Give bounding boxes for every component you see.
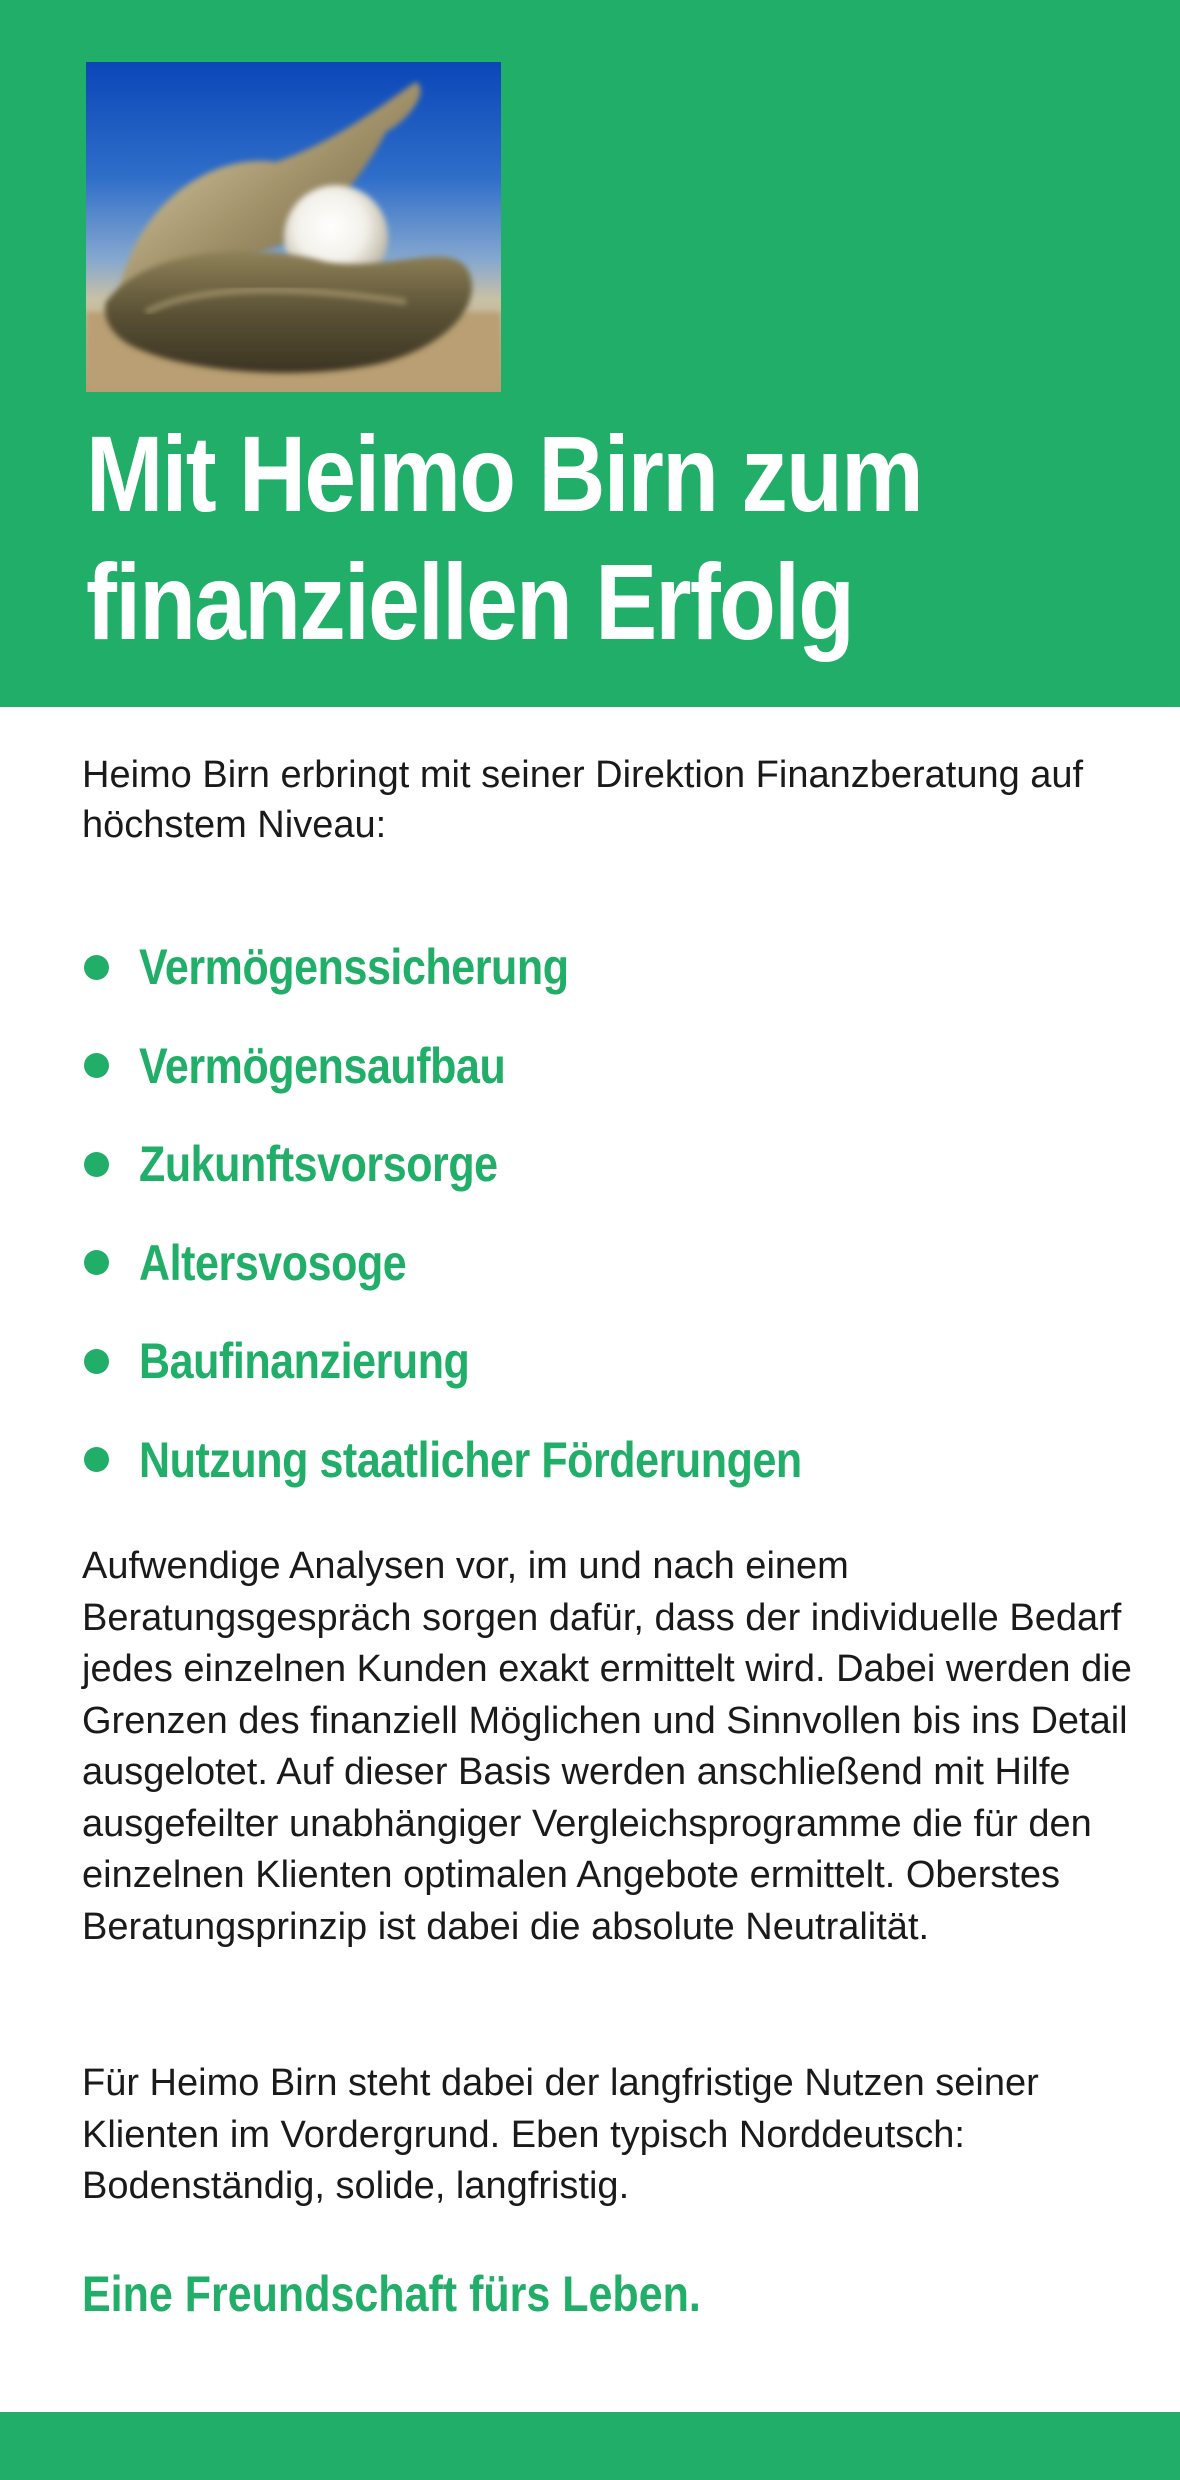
service-label: Nutzung staatlicher Förderungen: [139, 1431, 802, 1488]
service-item: [82, 1411, 1142, 1510]
description-paragraph: Aufwendige Analysen vor, im und nach einem Beratungsgespräch sorgen dafür, dass der individuelle Bedarf jedes einzelnen Kunden exakt ermittelt wird. Dabei werden die Grenzen des finanziell Möglichen und Sinnvollen bis ins Detail ausgelotet. Auf dieser Basis werden anschließend mit Hilfe ausgefeilter unabhängiger Vergleichsprogramme die für den einzelnen Klienten optimalen Angebote ermittelt. Oberstes Beratungsprinzip ist dabei die absolute Neutralität.: [82, 1545, 1132, 1948]
intro-text: Heimo Birn erbringt mit seiner Direktion Finanzberatung auf höchstem Niveau:: [82, 754, 1084, 846]
service-item: [82, 1214, 1142, 1313]
oyster-pearl-image: [86, 62, 501, 392]
service-item: [82, 1115, 1142, 1214]
service-label: Zukunftsvorsorge: [139, 1136, 498, 1193]
bullet-icon: [84, 1152, 109, 1177]
service-label: Altersvosoge: [139, 1234, 407, 1291]
bullet-icon: [84, 1349, 109, 1374]
bullet-icon: [84, 1250, 109, 1275]
service-label: Vermögensaufbau: [139, 1037, 506, 1094]
bullet-icon: [84, 1447, 109, 1472]
bullet-icon: [84, 955, 109, 980]
service-item: [82, 918, 1142, 1017]
headline: Mit Heimo Birn zum finanziellen Erfolg: [86, 413, 922, 662]
benefit-paragraph: Für Heimo Birn steht dabei der langfristige Nutzen seiner Klienten im Vordergrund. Eben typisch Norddeutsch: Bodenständig, solide, langfristig.: [82, 2062, 1039, 2207]
footer-bar: [0, 2412, 1180, 2480]
service-label: Baufinanzierung: [139, 1333, 470, 1390]
header-banner: [0, 0, 1180, 707]
service-item: [82, 1017, 1142, 1116]
services-list: [82, 918, 1142, 1509]
service-item: [82, 1312, 1142, 1411]
service-label: Vermögenssicherung: [139, 939, 569, 996]
tagline: Eine Freundschaft fürs Leben.: [82, 2266, 701, 2322]
bullet-icon: [84, 1053, 109, 1078]
